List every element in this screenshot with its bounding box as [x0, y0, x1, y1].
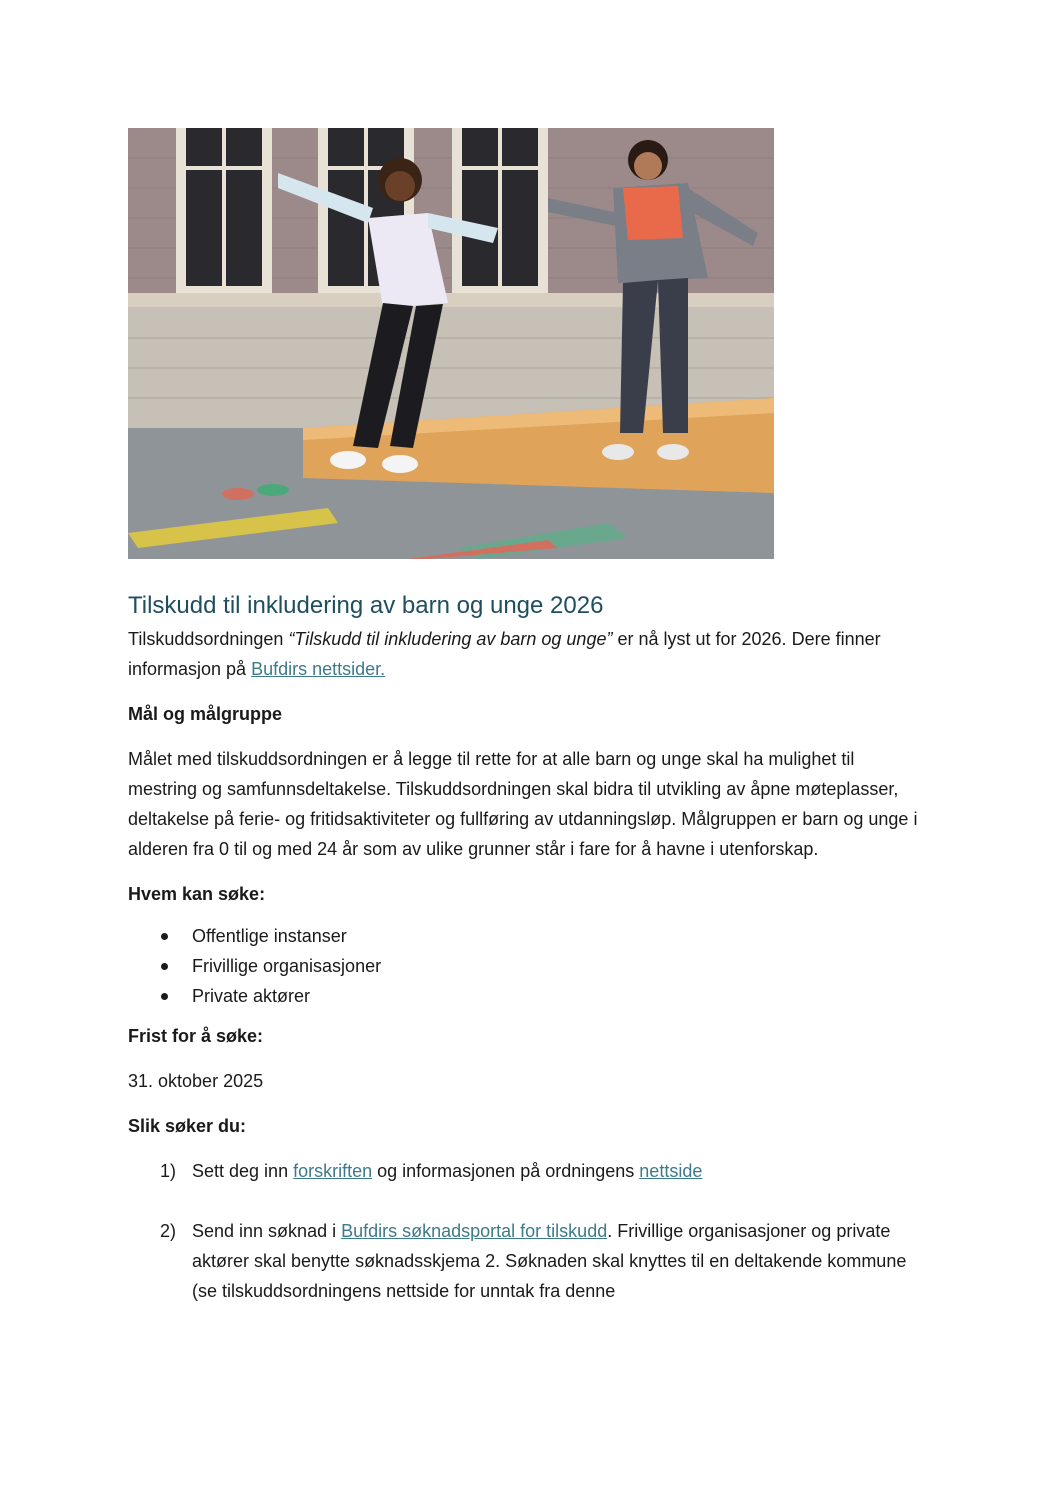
how-heading: Slik søker du: — [128, 1116, 247, 1136]
list-item: 1) Sett deg inn forskriften og informasjonen på ordningens nettside — [128, 1156, 928, 1186]
article-content — [128, 590, 928, 1306]
article-title: Tilskudd til inkludering av barn og unge 2026 — [128, 592, 604, 619]
scheme-website-link[interactable]: nettside — [639, 1161, 703, 1181]
bullet-icon — [161, 993, 168, 1000]
list-item: Private aktører — [128, 981, 928, 1011]
bufdir-websites-link[interactable]: Bufdirs nettsider. — [251, 659, 386, 679]
step-number: 2) — [160, 1221, 177, 1241]
intro-text-2: er nå lyst ut for 2026. Dere finner informasjon på — [128, 629, 881, 679]
who-heading: Hvem kan søke: — [128, 884, 266, 904]
bullet-icon — [161, 963, 168, 970]
how-steps-list — [128, 1156, 928, 1306]
goal-paragraph: Målet med tilskuddsordningen er å legge til rette for at alle barn og unge skal ha mulighet til mestring og samfunnsdeltakelse. Tilskuddsordningen skal bidra til utvikling av åpne møteplasser, deltakelse på ferie- og fritidsaktiviteter og fullføring av utdanningsløp. Målgruppen er barn og unge i alderen fra 0 til og med 24 år som av ulike grunner står i fare for å havne i utenforskap. — [128, 749, 918, 859]
intro-quote: “Tilskudd til inkludering av barn og unge” — [288, 629, 613, 649]
application-portal-link[interactable]: Bufdirs søknadsportal for tilskudd — [341, 1221, 608, 1241]
deadline-date: 31. oktober 2025 — [128, 1071, 264, 1091]
goal-heading: Mål og målgruppe — [128, 704, 283, 724]
intro-paragraph — [128, 624, 928, 684]
regulation-link[interactable]: forskriften — [293, 1161, 373, 1181]
list-item: Offentlige instanser — [128, 921, 928, 951]
step-number: 1) — [160, 1161, 177, 1181]
who-list — [128, 921, 928, 1011]
deadline-heading: Frist for å søke: — [128, 1026, 264, 1046]
bullet-icon — [161, 933, 168, 940]
list-item: Frivillige organisasjoner — [128, 951, 928, 981]
list-item: 2) Send inn søknad i Bufdirs søknadsportal for tilskudd. Frivillige organisasjoner og private aktører skal benytte søknadsskjema 2. Søknaden skal knyttes til en deltakende kommune (se tilskuddsordningens nettside for unntak fra denne — [128, 1216, 928, 1306]
intro-text-1: Tilskuddsordningen — [128, 629, 289, 649]
children-jumping-photo — [128, 128, 774, 559]
